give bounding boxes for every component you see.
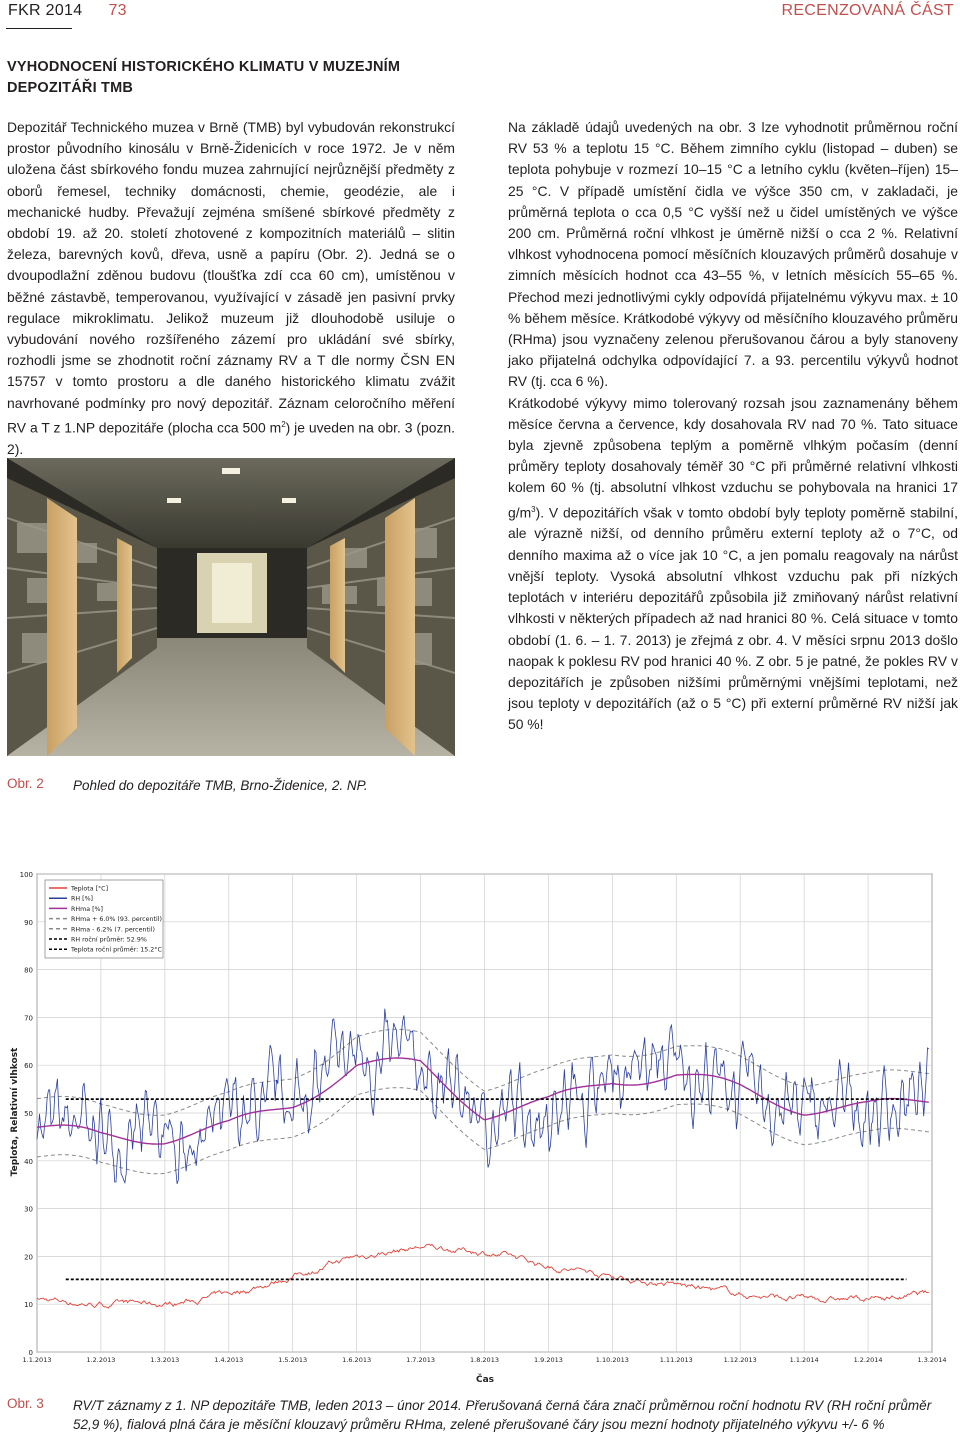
x-tick-label: 1.11.2013 <box>659 1356 693 1364</box>
legend-entry: Teplota roční průměr: 15.2°C <box>71 946 162 954</box>
body-paragraph-2: Krátkodobé výkyvy mimo tolerovaný rozsah jsou zaznamenány během měsíce června a července, kdy dosahovala RV nad 70 %. Tato situace byla zjevně způsobena teplým a poměrně vlhkým počasím (denní průměry teploty dosahovaly téměř 30 °C při průměrné relativní vlhkosti kolem 60 % (tj. absolutní vlhkost vzduchu se pohybovala na hranici 17 $g/m^3$). V depozitářích však v tomto období byly teploty poměrně stabilní, ale výrazně nižší, od denního průměru externí teploty až o 7°C, od denního maxima až o více jak 10 °C, a jen pomalu reagovaly na nárůst vnější teploty. Vysoká absolutní vlhkost vzduchu pak při nízkých teplotách v interiéru depozitářů způsobila již zmiňovaný nárůst relativní vlhkosti v některých případech až nad hranici 80 %. Celá situace v tomto období (1. 6. – 1. 7. 2013) je zřejmá z obr. 4. V měsíci srpnu 2013 došlo naopak k poklesu RV pod hranici 40 %. Z obr. 5 je patné, že pokles RV v depozitářích je způsoben nižšími průměrnými vnějšími teplotami, než jsou teploty v depozitářích (až o 5 °C) při externí průměrné RV nižší jak 50 %! <box>508 394 958 733</box>
y-tick-label: 40 <box>24 1157 33 1166</box>
x-tick-label: 1.4.2013 <box>214 1356 244 1364</box>
legend-entry: RHma + 6.0% (93. percentil) <box>71 916 162 924</box>
y-tick-label: 90 <box>24 918 33 927</box>
page-number: 73 <box>108 2 127 19</box>
x-tick-label: 1.8.2013 <box>470 1356 499 1364</box>
x-tick-label: 1.1.2014 <box>789 1356 819 1364</box>
x-tick-label: 1.3.2013 <box>150 1356 180 1364</box>
figure2-caption: Pohled do depozitáře TMB, Brno-Židenice, 2. NP. <box>73 778 368 793</box>
legend-entry: RHma - 6.2% (7. percentil) <box>71 926 155 934</box>
x-tick-labels <box>23 1356 947 1364</box>
legend-entry: RHma [%] <box>71 905 104 913</box>
article-title: VYHODNOCENÍ HISTORICKÉHO KLIMATU V MUZEJNÍM DEPOZITÁŘI TMB <box>7 59 401 96</box>
left-column <box>7 117 455 460</box>
right-column <box>508 117 958 736</box>
body-paragraph-1: Na základě údajů uvedených na obr. 3 lze vyhodnotit průměrnou roční RV 53 % a teplotu 15 °C. Během zimního cyklu (listopad – duben) se teplota pohybuje v rozmezí 10–15 °C a letního cyklu (květen–říjen) 15–25 °C. V případě umístění čidla ve výšce 350 cm, v zakladači, je průměrná teplota o cca 0,5 °C vyšší než u čidel umístěných ve výšce 200 cm. Průměrná roční vlhkost je úměrně nižší o cca 2 %. Relativní vlhkost vyhodnocena pomocí měsíčních klouzavých průměrů dosahuje v zimních měsících hodnot cca 43–55 %, v letních měsících 55–65 %. Přechod mezi jednotlivými cykly odpovídá přijatelnému výkyvu max. ± 10 % během měsíce. Krátkodobé výkyvy od měsíčního klouzavého průměru (RHma) jsou vyznačeny zelenou přerušovanou čárou a byly stanoveny jako přijatelná odchylka odpovídající 7. a 93. percentilu výkyvů hodnot RV (tj. cca 6 %). <box>508 119 958 390</box>
x-tick-label: 1.3.2014 <box>917 1356 947 1364</box>
y-tick-label: 0 <box>28 1349 33 1357</box>
legend-entry: RH roční průměr: 52.9% <box>71 936 147 944</box>
x-tick-label: 1.7.2013 <box>406 1356 436 1364</box>
x-tick-label: 1.2.2013 <box>86 1356 116 1364</box>
header-rule <box>6 28 72 29</box>
legend-entry: Teplota [°C] <box>71 885 109 893</box>
y-tick-label: 80 <box>24 966 33 975</box>
figure3-label: Obr. 3 <box>7 1396 44 1411</box>
y-tick-label: 100 <box>19 871 33 879</box>
x-tick-label: 1.2.2014 <box>853 1356 883 1364</box>
y-tick-label: 50 <box>24 1110 33 1118</box>
rv-t-chart <box>7 862 957 1387</box>
y-axis-label: Teplota, Relativní vlhkost <box>10 1047 20 1177</box>
x-axis-label: Čas <box>475 1375 495 1385</box>
x-tick-label: 1.12.2013 <box>723 1356 757 1364</box>
journal-name: FKR 2014 <box>8 2 83 19</box>
x-tick-label: 1.5.2013 <box>278 1356 308 1364</box>
x-tick-label: 1.10.2013 <box>595 1356 629 1364</box>
legend-entry: RH [%] <box>71 895 94 903</box>
y-tick-label: 60 <box>24 1062 33 1071</box>
y-tick-label: 20 <box>24 1253 33 1262</box>
y-tick-labels <box>20 871 33 1357</box>
body-paragraph: Depozitář Technického muzea v Brně (TMB) byl vybudován rekonstrukcí prostor původního kinosálu v Brně-Židenicích v roce 1972. Je v něm uložena část sbírkového fondu muzea zahrnující nejrůznější předměty z oborů řemesel, techniky domácnosti, chemie, geodézie, ale i mechanické hudby. Převažují zejména smíšené sbírkové předměty z období 19. až 20. století zhotovené z kompozitních materiálů – slitin železa, barevných kovů, dřeva, usně a papíru (Obr. 2). Jedná se o dvoupodlažní zděnou budovu (tloušťka zdí cca 60 cm), umístěnou v běžné zástavbě, temperovanou, využívající v zásadě jen pasivní prvky regulace mikroklimatu. Jelikož muzeum již dlouhodobě usiluje o vybudování nového rozšířeného zázemí pro ukládání své sbírky, rozhodli jsme se zhodnotit roční záznamy RV a T dle normy ČSN EN 15757 v tomto prostoru a dle daného historického klimatu zvážit navrhované podmínky pro nový depozitář. Záznam celoročního měření RV a T z 1.NP depozitáře (plocha cca 500 $m^2$) je uveden na obr. 3 (pozn. 2). <box>7 119 455 457</box>
running-head-left <box>8 2 127 20</box>
figure2-label: Obr. 2 <box>7 776 44 791</box>
y-tick-label: 10 <box>24 1301 33 1310</box>
legend <box>45 880 163 958</box>
y-tick-label: 30 <box>24 1205 33 1214</box>
x-tick-label: 1.1.2013 <box>22 1356 52 1364</box>
figure3-caption: RV/T záznamy z 1. NP depozitáře TMB, leden 2013 – únor 2014. Přerušovaná černá čára značí průměrnou roční hodnotu RV (RH roční průměr 52,9 %), fialová plná čára je měsíční klouzavý průměru RHma, zelené přerušované čáry jsou mezní hodnoty přijatelného výkyvu +/- 6 % <box>73 1398 932 1432</box>
x-tick-label: 1.6.2013 <box>342 1356 372 1364</box>
depository-photo <box>7 458 455 756</box>
section-label: RECENZOVANÁ ČÁST <box>781 2 954 19</box>
x-tick-label: 1.9.2013 <box>533 1356 563 1364</box>
y-tick-label: 70 <box>24 1014 33 1023</box>
